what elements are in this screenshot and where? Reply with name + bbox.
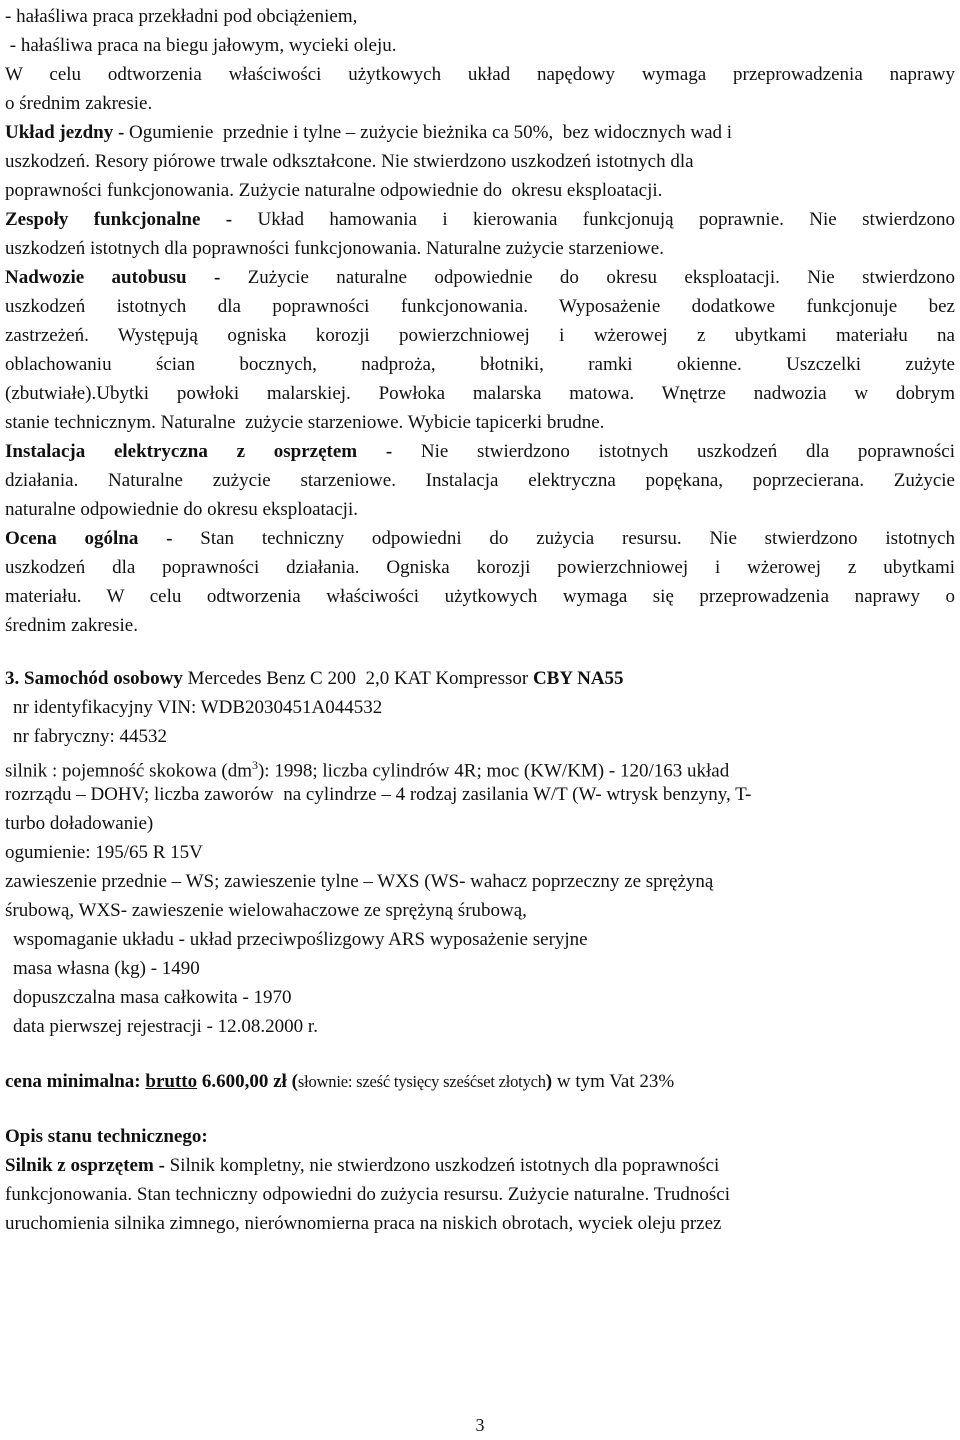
line-text: uszkodzeń. Resory piórowe trwale odkształcone. Nie stwierdzono uszkodzeń istotnych dla	[5, 151, 694, 172]
vehicle-assist	[5, 925, 955, 954]
section-condition-text	[5, 2, 955, 640]
line-text: oblachowaniu ścian bocznych, nadproża, błotniki, ramki okienne. Uszczelki zużyte	[5, 354, 955, 375]
text-line	[5, 611, 955, 640]
section-label-nadwozie: Nadwozie autobusu -	[5, 267, 248, 288]
vehicle-model: Mercedes Benz C 200 2,0 KAT Kompressor	[182, 668, 533, 689]
line-text: naturalne odpowiednie do okresu eksploatacji.	[5, 499, 358, 520]
text-line	[5, 1151, 955, 1180]
text-line	[5, 1209, 955, 1238]
text-line	[5, 1180, 955, 1209]
line-text: zawieszenie przednie – WS; zawieszenie tylne – WXS (WS- wahacz poprzeczny ze sprężyną	[5, 871, 714, 892]
section-price	[5, 1067, 955, 1096]
vehicle-engine-2	[5, 780, 955, 809]
line-text: Zużycie naturalne odpowiednie do okresu eksploatacji. Nie stwierdzono	[247, 267, 955, 288]
line-text: silnik : pojemność skokowa (dm	[5, 760, 252, 782]
text-line	[5, 205, 955, 234]
line-text: Stan techniczny odpowiedni do zużycia resursu. Nie stwierdzono istotnych	[200, 528, 955, 549]
section-label-uklad-jezdny: Układ jezdny -	[5, 122, 130, 143]
vehicle-suspension	[5, 867, 955, 896]
text-line	[5, 582, 955, 611]
text-line	[5, 176, 955, 205]
price-brutto: brutto	[145, 1071, 198, 1092]
price-line	[5, 1067, 955, 1096]
line-text: uruchomienia silnika zimnego, nierównomierna praca na niskich obrotach, wyciek oleju przez	[5, 1213, 722, 1234]
line-text: poprawności funkcjonowania. Zużycie naturalne odpowiednie do okresu eksploatacji.	[5, 180, 663, 201]
document-page	[5, 0, 955, 1238]
vehicle-registration: CBY NA55	[532, 668, 624, 689]
page-number: 3	[475, 1415, 485, 1435]
line-text: - hałaśliwa praca przekładni pod obciążeniem,	[5, 6, 358, 27]
line-text: dopuszczalna masa całkowita - 1970	[13, 987, 292, 1008]
line-text: data pierwszej rejestracji - 12.08.2000 r.	[13, 1016, 318, 1037]
line-text: Ogumienie przednie i tylne – zużycie bieżnika ca 50%, bez widocznych wad i	[129, 122, 733, 143]
vehicle-serial	[5, 722, 955, 751]
line-text: Układ hamowania i kierowania funkcjonują poprawnie. Nie stwierdzono	[257, 209, 955, 230]
text-line	[5, 60, 955, 89]
text-line	[5, 524, 955, 553]
text-line	[5, 408, 955, 437]
line-text: masa własna (kg) - 1490	[13, 958, 200, 979]
line-text: ogumienie: 195/65 R 15V	[5, 842, 203, 863]
line-text: ): 1998; liczba cylindrów 4R; moc (KW/KM) - 120/163 układ	[257, 760, 730, 782]
line-text: Nie stwierdzono istotnych uszkodzeń dla poprawności	[420, 441, 955, 462]
vehicle-heading-label: 3. Samochód osobowy	[5, 668, 183, 689]
line-text: W celu odtworzenia właściwości użytkowych układ napędowy wymaga przeprowadzenia naprawy	[5, 64, 955, 85]
price-vat: w tym Vat 23%	[552, 1071, 675, 1092]
text-line	[5, 292, 955, 321]
line-text: uszkodzeń dla poprawności działania. Ogniska korozji powierzchniowej i wżerowej z ubytkami	[5, 557, 955, 578]
section-technical-condition	[5, 1122, 955, 1238]
opis-heading	[5, 1122, 955, 1151]
section-label-silnik: Silnik z osprzętem -	[5, 1155, 170, 1176]
text-line	[5, 89, 955, 118]
line-text: zastrzeżeń. Występują ogniska korozji powierzchniowej i wżerowej z ubytkami materiału na	[5, 325, 955, 346]
vehicle-tires	[5, 838, 955, 867]
section-label-instalacja: Instalacja elektryczna z osprzętem -	[5, 441, 421, 462]
line-text: uszkodzeń istotnych dla poprawności funkcjonowania. Wyposażenie dodatkowe funkcjonuje bez	[5, 296, 955, 317]
line-text: śrubową, WXS- zawieszenie wielowahaczowe ze sprężyną śrubową,	[5, 900, 527, 921]
text-line	[5, 553, 955, 582]
text-line	[5, 118, 955, 147]
line-text: nr identyfikacyjny VIN: WDB2030451A044532	[13, 697, 383, 718]
line-text: uszkodzeń istotnych dla poprawności funkcjonowania. Naturalne zużycie starzeniowe.	[5, 238, 664, 259]
superscript: 3	[251, 758, 258, 772]
text-line	[5, 234, 955, 263]
line-text: nr fabryczny: 44532	[13, 726, 168, 747]
text-line	[5, 2, 955, 31]
line-text: średnim zakresie.	[5, 615, 138, 636]
price-amount: 6.600,00 zł (	[197, 1071, 298, 1092]
line-text: stanie technicznym. Naturalne zużycie starzeniowe. Wybicie tapicerki brudne.	[5, 412, 605, 433]
line-text: o średnim zakresie.	[5, 93, 153, 114]
text-line	[5, 350, 955, 379]
vehicle-curb-weight	[5, 954, 955, 983]
vehicle-engine-3	[5, 809, 955, 838]
line-text: działania. Naturalne zużycie starzeniowe. Instalacja elektryczna popękana, poprzecierana. Zużycie	[5, 470, 955, 491]
text-line	[5, 321, 955, 350]
section-label-zespoly: Zespoły funkcjonalne -	[5, 209, 258, 230]
text-line	[5, 437, 955, 466]
line-text: - hałaśliwa praca na biegu jałowym, wycieki oleju.	[5, 35, 397, 56]
section-vehicle-spec	[5, 664, 955, 1041]
line-text: Silnik kompletny, nie stwierdzono uszkodzeń istotnych dla poprawności	[169, 1155, 720, 1176]
text-line	[5, 263, 955, 292]
vehicle-gross-weight	[5, 983, 955, 1012]
opis-heading-text: Opis stanu technicznego:	[5, 1126, 208, 1147]
line-text: funkcjonowania. Stan techniczny odpowiedni do zużycia resursu. Zużycie naturalne. Trudności	[5, 1184, 730, 1205]
vehicle-vin	[5, 693, 955, 722]
text-line	[5, 147, 955, 176]
price-label: cena minimalna:	[5, 1071, 146, 1092]
vehicle-first-registration	[5, 1012, 955, 1041]
text-line	[5, 31, 955, 60]
text-line	[5, 495, 955, 524]
vehicle-suspension-2	[5, 896, 955, 925]
line-text: turbo doładowanie)	[5, 813, 154, 834]
price-in-words: słownie: sześć tysięcy sześćset złotych	[297, 1072, 546, 1091]
section-label-ocena: Ocena ogólna -	[5, 528, 201, 549]
vehicle-heading	[5, 664, 955, 693]
line-text: wspomaganie układu - układ przeciwpoślizgowy ARS wyposażenie seryjne	[13, 929, 588, 950]
line-text: rozrządu – DOHV; liczba zaworów na cylindrze – 4 rodzaj zasilania W/T (W- wtrysk benzyny, T-	[5, 784, 752, 805]
text-line	[5, 466, 955, 495]
vehicle-engine	[5, 751, 955, 780]
line-text: materiału. W celu odtworzenia właściwości użytkowych wymaga się przeprowadzenia naprawy o	[5, 586, 955, 607]
text-line	[5, 379, 955, 408]
price-paren: )	[545, 1071, 553, 1092]
line-text: (zbutwiałe).Ubytki powłoki malarskiej. Powłoka malarska matowa. Wnętrze nadwozia w dobrym	[5, 383, 955, 404]
